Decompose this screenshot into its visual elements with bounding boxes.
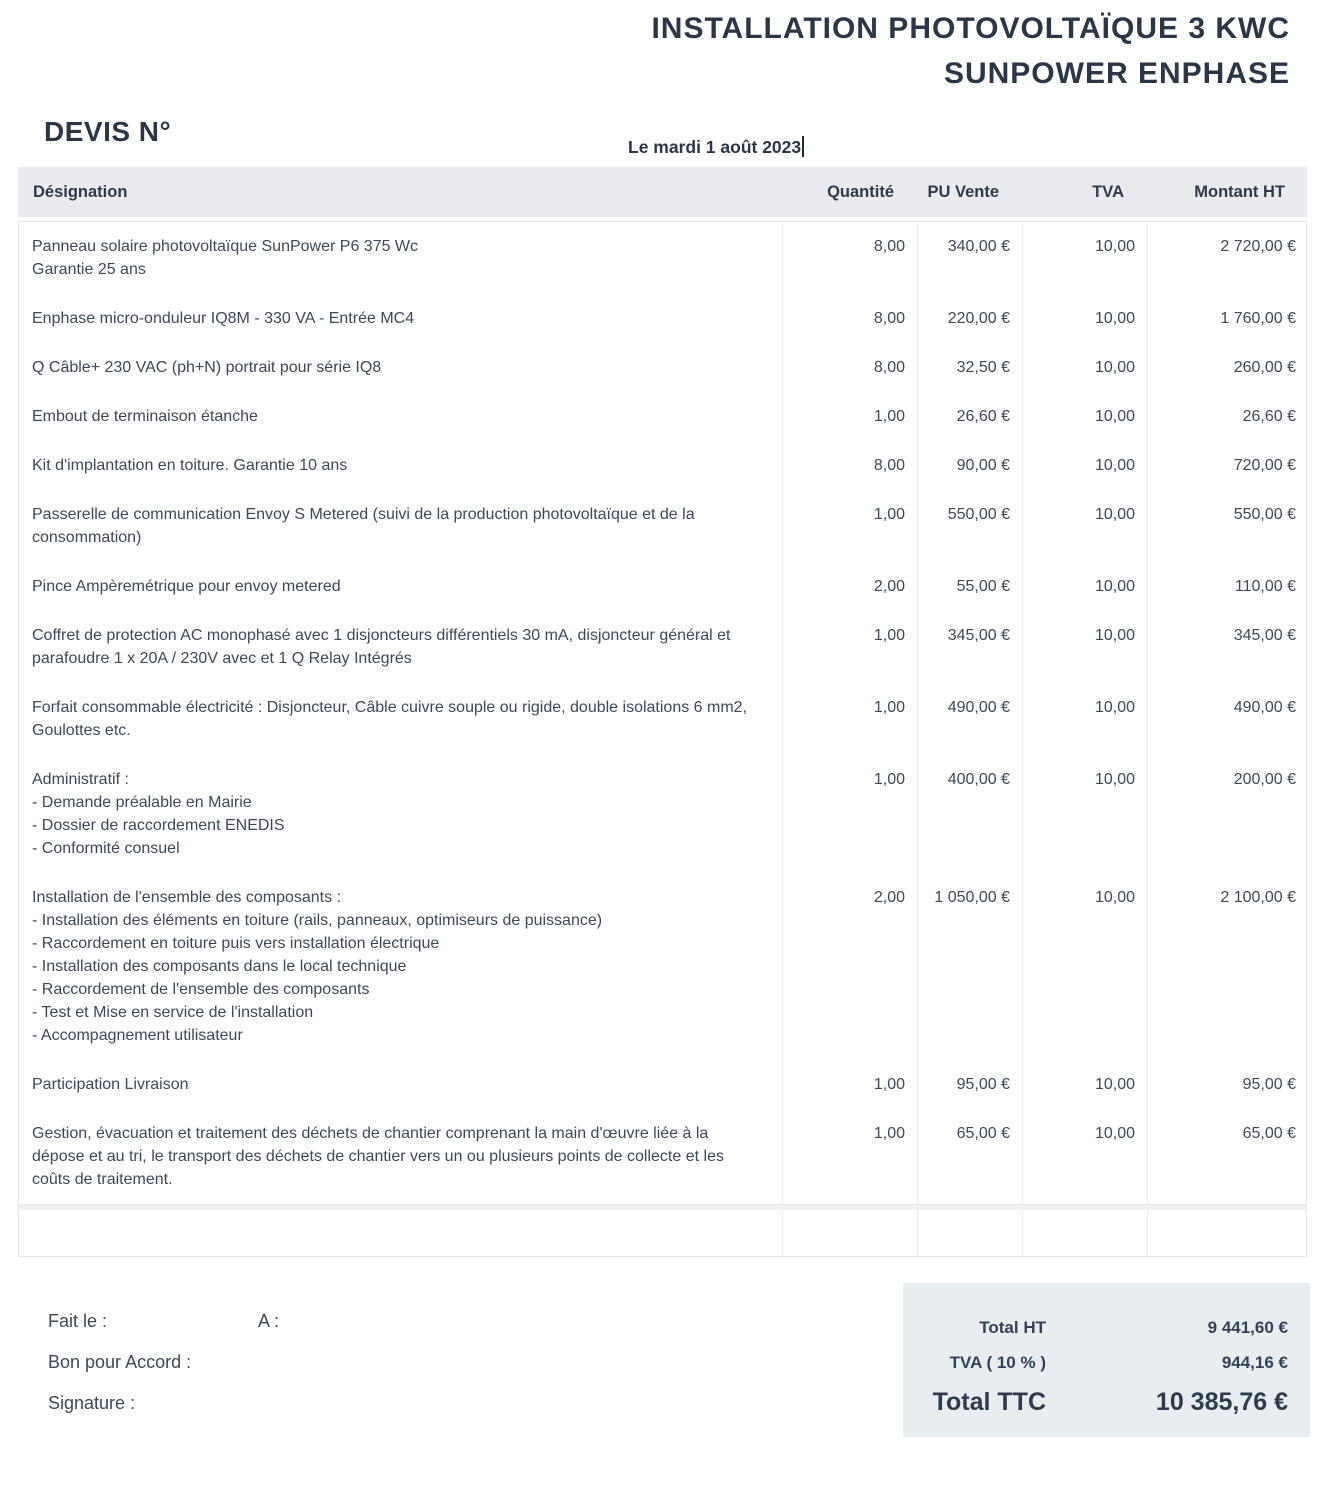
item-quantity: 8,00: [782, 441, 917, 490]
item-tva: 10,00: [1022, 490, 1147, 562]
item-designation: Administratif : - Demande préalable en Mairie - Dossier de raccordement ENEDIS - Conformité consuel: [32, 771, 285, 857]
total-ttc-row: [903, 1380, 1288, 1424]
item-amount: 200,00 €: [1147, 755, 1308, 873]
item-tva: 10,00: [1022, 392, 1147, 441]
item-amount: 720,00 €: [1147, 441, 1308, 490]
table-row: [19, 490, 1306, 562]
items-table: [18, 167, 1307, 1257]
bon-pour-accord-label: Bon pour Accord :: [48, 1352, 192, 1372]
item-amount: 550,00 €: [1147, 490, 1308, 562]
tva-row: [903, 1345, 1288, 1380]
item-designation: Gestion, évacuation et traitement des déchets de chantier comprenant la main d'œuvre liée à la dépose et au tri, le transport des déchets de chantier vers un ou plusieurs points de collecte et les coûts de traitement.: [32, 1125, 724, 1188]
item-unit-price: 220,00 €: [917, 294, 1022, 343]
document-title-line2: SUNPOWER ENPHASE: [943, 57, 1290, 90]
total-ttc-value: 10 385,76 €: [1155, 1387, 1288, 1416]
item-designation: Coffret de protection AC monophasé avec 1 disjoncteurs différentiels 30 mA, disjoncteur général et parafoudre 1 x 20A / 230V avec et 1 Q Relay Intégrés: [32, 627, 731, 667]
item-quantity: 1,00: [782, 683, 917, 755]
table-row: [19, 683, 1306, 755]
item-quantity: 1,00: [782, 1109, 917, 1204]
tva-value: 944,16 €: [1221, 1352, 1288, 1372]
empty-cell: [782, 1210, 917, 1256]
column-header-amount: Montant HT: [1194, 182, 1285, 201]
item-tva: 10,00: [1022, 441, 1147, 490]
column-header-tva: TVA: [1092, 182, 1124, 201]
item-tva: 10,00: [1022, 611, 1147, 683]
item-designation: Q Câble+ 230 VAC (ph+N) portrait pour série IQ8: [32, 359, 382, 376]
item-quantity: 2,00: [782, 873, 917, 1060]
column-header-designation: Désignation: [33, 182, 128, 201]
table-row: [19, 222, 1306, 294]
item-quantity: 2,00: [782, 562, 917, 611]
item-amount: 65,00 €: [1147, 1109, 1308, 1204]
item-quantity: 1,00: [782, 1060, 917, 1109]
item-tva: 10,00: [1022, 873, 1147, 1060]
date-value: Le mardi 1 août 2023: [628, 137, 802, 157]
devis-number-label: DEVIS N°: [44, 116, 172, 147]
total-ht-label: Total HT: [979, 1317, 1046, 1337]
item-amount: 110,00 €: [1147, 562, 1308, 611]
column-header-unit-price: PU Vente: [927, 182, 999, 201]
totals-panel: [903, 1283, 1310, 1437]
empty-table-row: [18, 1210, 1307, 1257]
item-amount: 2 100,00 €: [1147, 873, 1308, 1060]
document-title-line1: INSTALLATION PHOTOVOLTAÏQUE 3 KWC: [651, 12, 1290, 45]
table-row: [19, 755, 1306, 873]
item-amount: 345,00 €: [1147, 611, 1308, 683]
table-header-row: [18, 167, 1307, 217]
item-unit-price: 400,00 €: [917, 755, 1022, 873]
document-title: [651, 6, 1290, 96]
empty-cell: [1147, 1210, 1308, 1256]
table-row: [19, 1060, 1306, 1109]
item-amount: 260,00 €: [1147, 343, 1308, 392]
column-header-quantity: Quantité: [827, 182, 894, 201]
item-amount: 490,00 €: [1147, 683, 1308, 755]
item-unit-price: 1 050,00 €: [917, 873, 1022, 1060]
empty-cell: [917, 1210, 1022, 1256]
item-tva: 10,00: [1022, 343, 1147, 392]
item-unit-price: 65,00 €: [917, 1109, 1022, 1204]
total-ht-value: 9 441,60 €: [1207, 1317, 1288, 1337]
table-row: [19, 611, 1306, 683]
table-row: [19, 343, 1306, 392]
item-designation: Passerelle de communication Envoy S Metered (suivi de la production photovoltaïque et de la consommation): [32, 506, 695, 546]
item-unit-price: 26,60 €: [917, 392, 1022, 441]
table-row: [19, 294, 1306, 343]
fait-le-label: Fait le :: [48, 1311, 108, 1331]
item-quantity: 8,00: [782, 222, 917, 294]
item-designation: Enphase micro-onduleur IQ8M - 330 VA - Entrée MC4: [32, 310, 415, 327]
text-cursor: [802, 136, 804, 157]
item-unit-price: 95,00 €: [917, 1060, 1022, 1109]
item-amount: 2 720,00 €: [1147, 222, 1308, 294]
item-quantity: 8,00: [782, 343, 917, 392]
date-input[interactable]: [628, 136, 804, 158]
item-designation: Kit d'implantation en toiture. Garantie 10 ans: [32, 457, 348, 474]
empty-cell: [1022, 1210, 1147, 1256]
item-quantity: 8,00: [782, 294, 917, 343]
a-label: A :: [258, 1311, 280, 1331]
item-unit-price: 490,00 €: [917, 683, 1022, 755]
item-quantity: 1,00: [782, 392, 917, 441]
item-tva: 10,00: [1022, 755, 1147, 873]
item-quantity: 1,00: [782, 755, 917, 873]
signature-label: Signature :: [48, 1393, 136, 1413]
table-body: [18, 221, 1307, 1205]
table-row: [19, 392, 1306, 441]
item-tva: 10,00: [1022, 222, 1147, 294]
item-amount: 1 760,00 €: [1147, 294, 1308, 343]
item-designation: Pince Ampèremétrique pour envoy metered: [32, 578, 341, 595]
empty-cell: [19, 1210, 782, 1256]
item-unit-price: 32,50 €: [917, 343, 1022, 392]
item-designation: Panneau solaire photovoltaïque SunPower P6 375 Wc Garantie 25 ans: [32, 238, 419, 278]
item-tva: 10,00: [1022, 1109, 1147, 1204]
item-unit-price: 55,00 €: [917, 562, 1022, 611]
item-quantity: 1,00: [782, 611, 917, 683]
table-row: [19, 873, 1306, 1060]
item-tva: 10,00: [1022, 562, 1147, 611]
table-row: [19, 1109, 1306, 1204]
item-quantity: 1,00: [782, 490, 917, 562]
item-unit-price: 345,00 €: [917, 611, 1022, 683]
item-designation: Embout de terminaison étanche: [32, 408, 258, 425]
item-amount: 95,00 €: [1147, 1060, 1308, 1109]
total-ttc-label: Total TTC: [932, 1387, 1046, 1416]
item-designation: Participation Livraison: [32, 1076, 189, 1093]
item-unit-price: 90,00 €: [917, 441, 1022, 490]
item-unit-price: 340,00 €: [917, 222, 1022, 294]
tva-label: TVA ( 10 % ): [949, 1352, 1046, 1372]
item-unit-price: 550,00 €: [917, 490, 1022, 562]
item-designation: Forfait consommable électricité : Disjoncteur, Câble cuivre souple ou rigide, double isolations 6 mm2, Goulottes etc.: [32, 699, 748, 739]
item-tva: 10,00: [1022, 683, 1147, 755]
item-designation: Installation de l'ensemble des composants : - Installation des éléments en toiture (rails, panneaux, optimiseurs de puissance) - Raccordement en toiture puis vers installation électrique - Installation des composants dans le local technique - Raccordement de l'ensemble des composants - Test et Mise en service de l'installation - Accompagnement utilisateur: [32, 889, 603, 1044]
item-tva: 10,00: [1022, 1060, 1147, 1109]
total-ht-row: [903, 1310, 1288, 1345]
table-row: [19, 441, 1306, 490]
table-row: [19, 562, 1306, 611]
item-amount: 26,60 €: [1147, 392, 1308, 441]
item-tva: 10,00: [1022, 294, 1147, 343]
